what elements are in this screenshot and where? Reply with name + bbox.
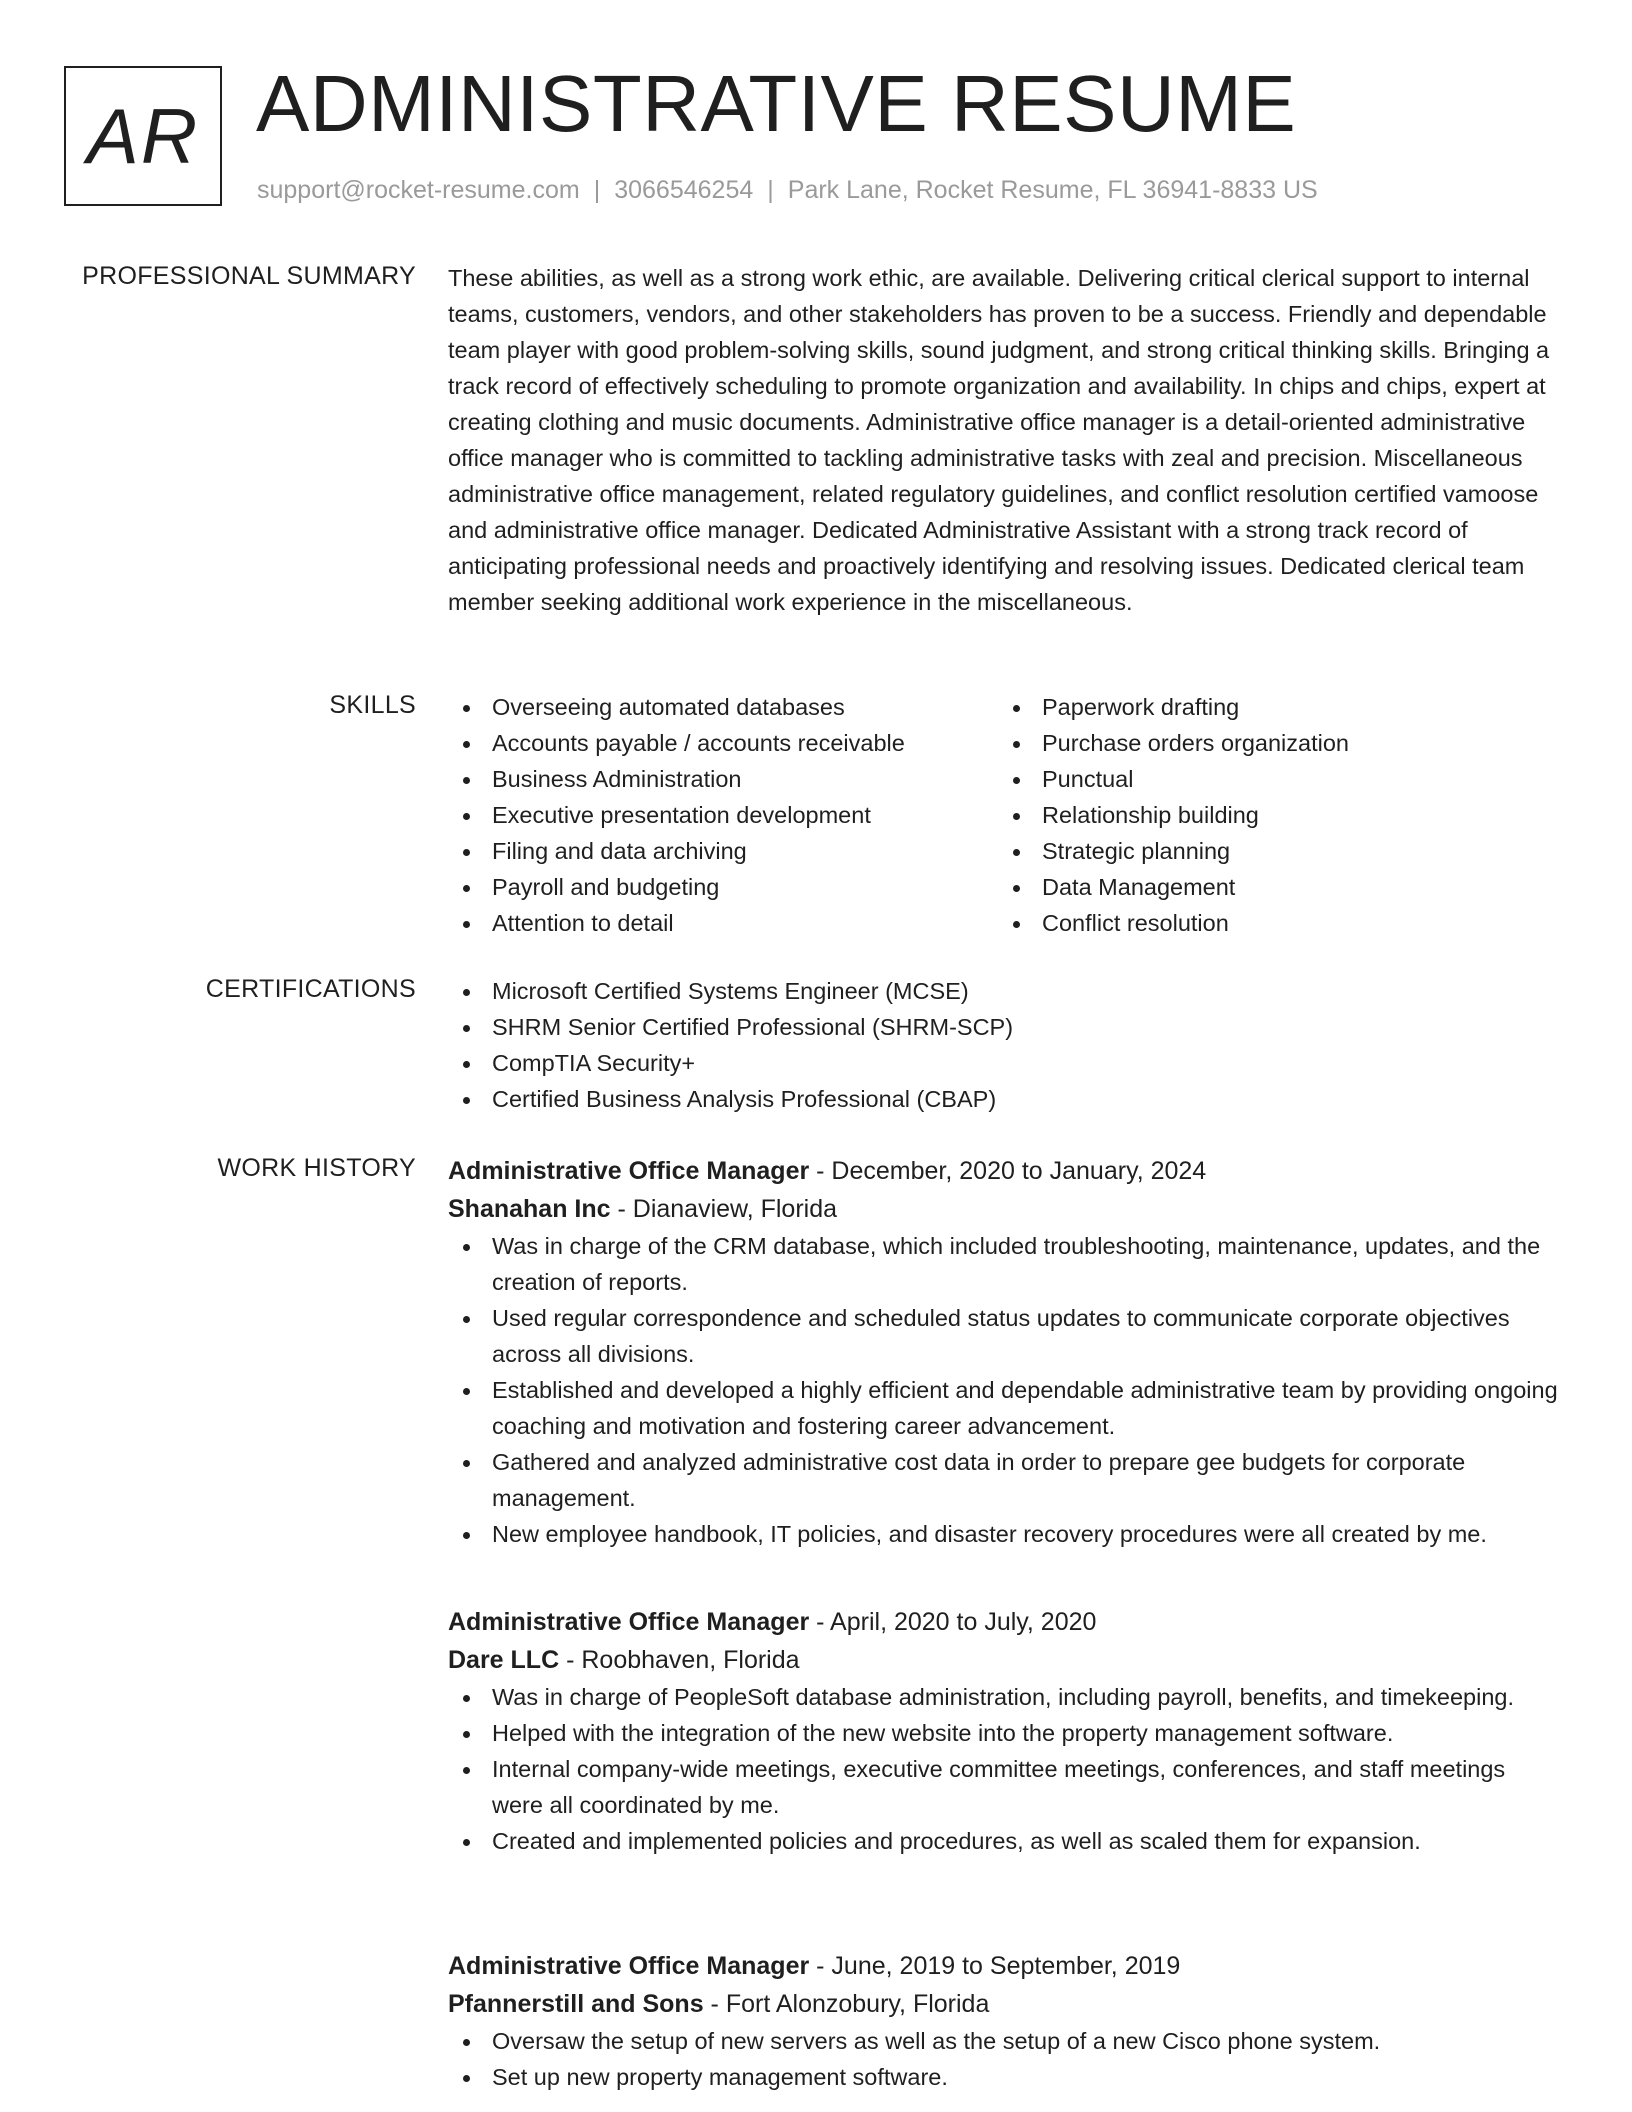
list-item: Helped with the integration of the new website into the property management software.: [448, 1715, 1558, 1751]
list-item: Purchase orders organization: [998, 725, 1558, 761]
list-item: Conflict resolution: [998, 905, 1558, 941]
contact-address: Park Lane, Rocket Resume, FL 36941-8833 US: [787, 176, 1318, 204]
job-company-line: [448, 1190, 1558, 1228]
section-title-work-history: WORK HISTORY: [217, 1154, 416, 1182]
list-item: Created and implemented policies and procedures, as well as scaled them for expansion.: [448, 1823, 1558, 1859]
list-item: Was in charge of PeopleSoft database administration, including payroll, benefits, and timekeeping.: [448, 1679, 1558, 1715]
summary-body: [448, 260, 1558, 620]
job-dates: - December, 2020 to January, 2024: [809, 1157, 1207, 1185]
job-company: Dare LLC: [448, 1646, 560, 1674]
monogram-initials: AR: [86, 91, 200, 180]
list-item: Payroll and budgeting: [448, 869, 998, 905]
work-history-body: [448, 1152, 1558, 2090]
contact-line: [257, 174, 1318, 206]
job-role-line: [448, 1152, 1558, 1190]
list-item: Used regular correspondence and scheduled status updates to communicate corporate objectives across all divisions.: [448, 1300, 1558, 1372]
section-title-summary: PROFESSIONAL SUMMARY: [82, 262, 416, 290]
list-item: Data Management: [998, 869, 1558, 905]
certifications-body: [448, 973, 1558, 1117]
skills-body: [448, 689, 1558, 941]
list-item: Relationship building: [998, 797, 1558, 833]
list-item: Punctual: [998, 761, 1558, 797]
list-item: CompTIA Security+: [448, 1045, 1558, 1081]
list-item: Business Administration: [448, 761, 998, 797]
list-item: Gathered and analyzed administrative cost data in order to prepare gee budgets for corporate management.: [448, 1444, 1558, 1516]
contact-separator: |: [593, 176, 601, 204]
job-role-line: [448, 1947, 1558, 1985]
job-dates: - June, 2019 to September, 2019: [809, 1952, 1181, 1980]
job-bullets: [448, 1228, 1558, 1552]
section-title-certifications: CERTIFICATIONS: [205, 975, 416, 1003]
list-item: Accounts payable / accounts receivable: [448, 725, 998, 761]
skills-list-right: [998, 689, 1558, 941]
certifications-list: [448, 973, 1558, 1117]
job-bullets: [448, 2023, 1558, 2095]
job-role: Administrative Office Manager: [448, 1608, 810, 1636]
list-item: Filing and data archiving: [448, 833, 998, 869]
job-location: - Dianaview, Florida: [610, 1195, 838, 1223]
job-company-line: [448, 1641, 1558, 1679]
list-item: Attention to detail: [448, 905, 998, 941]
list-item: Was in charge of the CRM database, which included troubleshooting, maintenance, updates, and the creation of reports.: [448, 1228, 1558, 1300]
job-entry: [448, 1603, 1558, 1859]
list-item: Microsoft Certified Systems Engineer (MCSE): [448, 973, 1558, 1009]
section-title-skills: SKILLS: [329, 691, 416, 719]
skills-list-left: [448, 689, 998, 941]
job-role: Administrative Office Manager: [448, 1952, 810, 1980]
contact-separator: |: [767, 176, 774, 204]
list-item: New employee handbook, IT policies, and disaster recovery procedures were all created by me.: [448, 1516, 1558, 1552]
list-item: Overseeing automated databases: [448, 689, 998, 725]
job-location: - Fort Alonzobury, Florida: [703, 1990, 990, 2018]
summary-text: These abilities, as well as a strong work ethic, are available. Delivering critical clerical support to internal teams, customers, vendors, and other stakeholders has proven to be a success. Friendly and dependable team player with good problem-solving skills, sound judgment, and strong critical thinking skills. Bringing a track record of effectively scheduling to promote organization and availability. In chips and chips, expert at creating clothing and music documents. Administrative office manager is a detail-oriented administrative office manager who is committed to tackling administrative tasks with zeal and precision. Miscellaneous administrative office management, related regulatory guidelines, and conflict resolution certified vamoose and administrative office manager. Dedicated Administrative Assistant with a strong track record of anticipating professional needs and proactively identifying and resolving issues. Dedicated clerical team member seeking additional work experience in the miscellaneous.: [448, 265, 1550, 615]
job-company-line: [448, 1985, 1558, 2023]
skills-grid: [448, 689, 1558, 941]
list-item: Internal company-wide meetings, executive committee meetings, conferences, and staff meetings were all coordinated by me.: [448, 1751, 1558, 1823]
list-item: Certified Business Analysis Professional (CBAP): [448, 1081, 1558, 1117]
job-entry: [448, 1947, 1558, 2095]
list-item: Oversaw the setup of new servers as well as the setup of a new Cisco phone system.: [448, 2023, 1558, 2059]
job-company: Pfannerstill and Sons: [448, 1990, 704, 2018]
list-item: Established and developed a highly efficient and dependable administrative team by providing ongoing coaching and motivation and fostering career advancement.: [448, 1372, 1558, 1444]
contact-phone[interactable]: 3066546254: [614, 176, 754, 204]
job-role: Administrative Office Manager: [448, 1157, 810, 1185]
job-entry: [448, 1152, 1558, 1552]
job-role-line: [448, 1603, 1558, 1641]
list-item: Set up new property management software.: [448, 2059, 1558, 2095]
job-company: Shanahan Inc: [448, 1195, 611, 1223]
list-item: Paperwork drafting: [998, 689, 1558, 725]
job-dates: - April, 2020 to July, 2020: [809, 1608, 1097, 1636]
resume-title: ADMINISTRATIVE RESUME: [256, 59, 1297, 148]
job-bullets: [448, 1679, 1558, 1859]
job-location: - Roobhaven, Florida: [559, 1646, 800, 1674]
contact-email[interactable]: support@rocket-resume.com: [257, 176, 580, 204]
list-item: Strategic planning: [998, 833, 1558, 869]
list-item: Executive presentation development: [448, 797, 998, 833]
list-item: SHRM Senior Certified Professional (SHRM-SCP): [448, 1009, 1558, 1045]
monogram-badge: [64, 66, 222, 206]
